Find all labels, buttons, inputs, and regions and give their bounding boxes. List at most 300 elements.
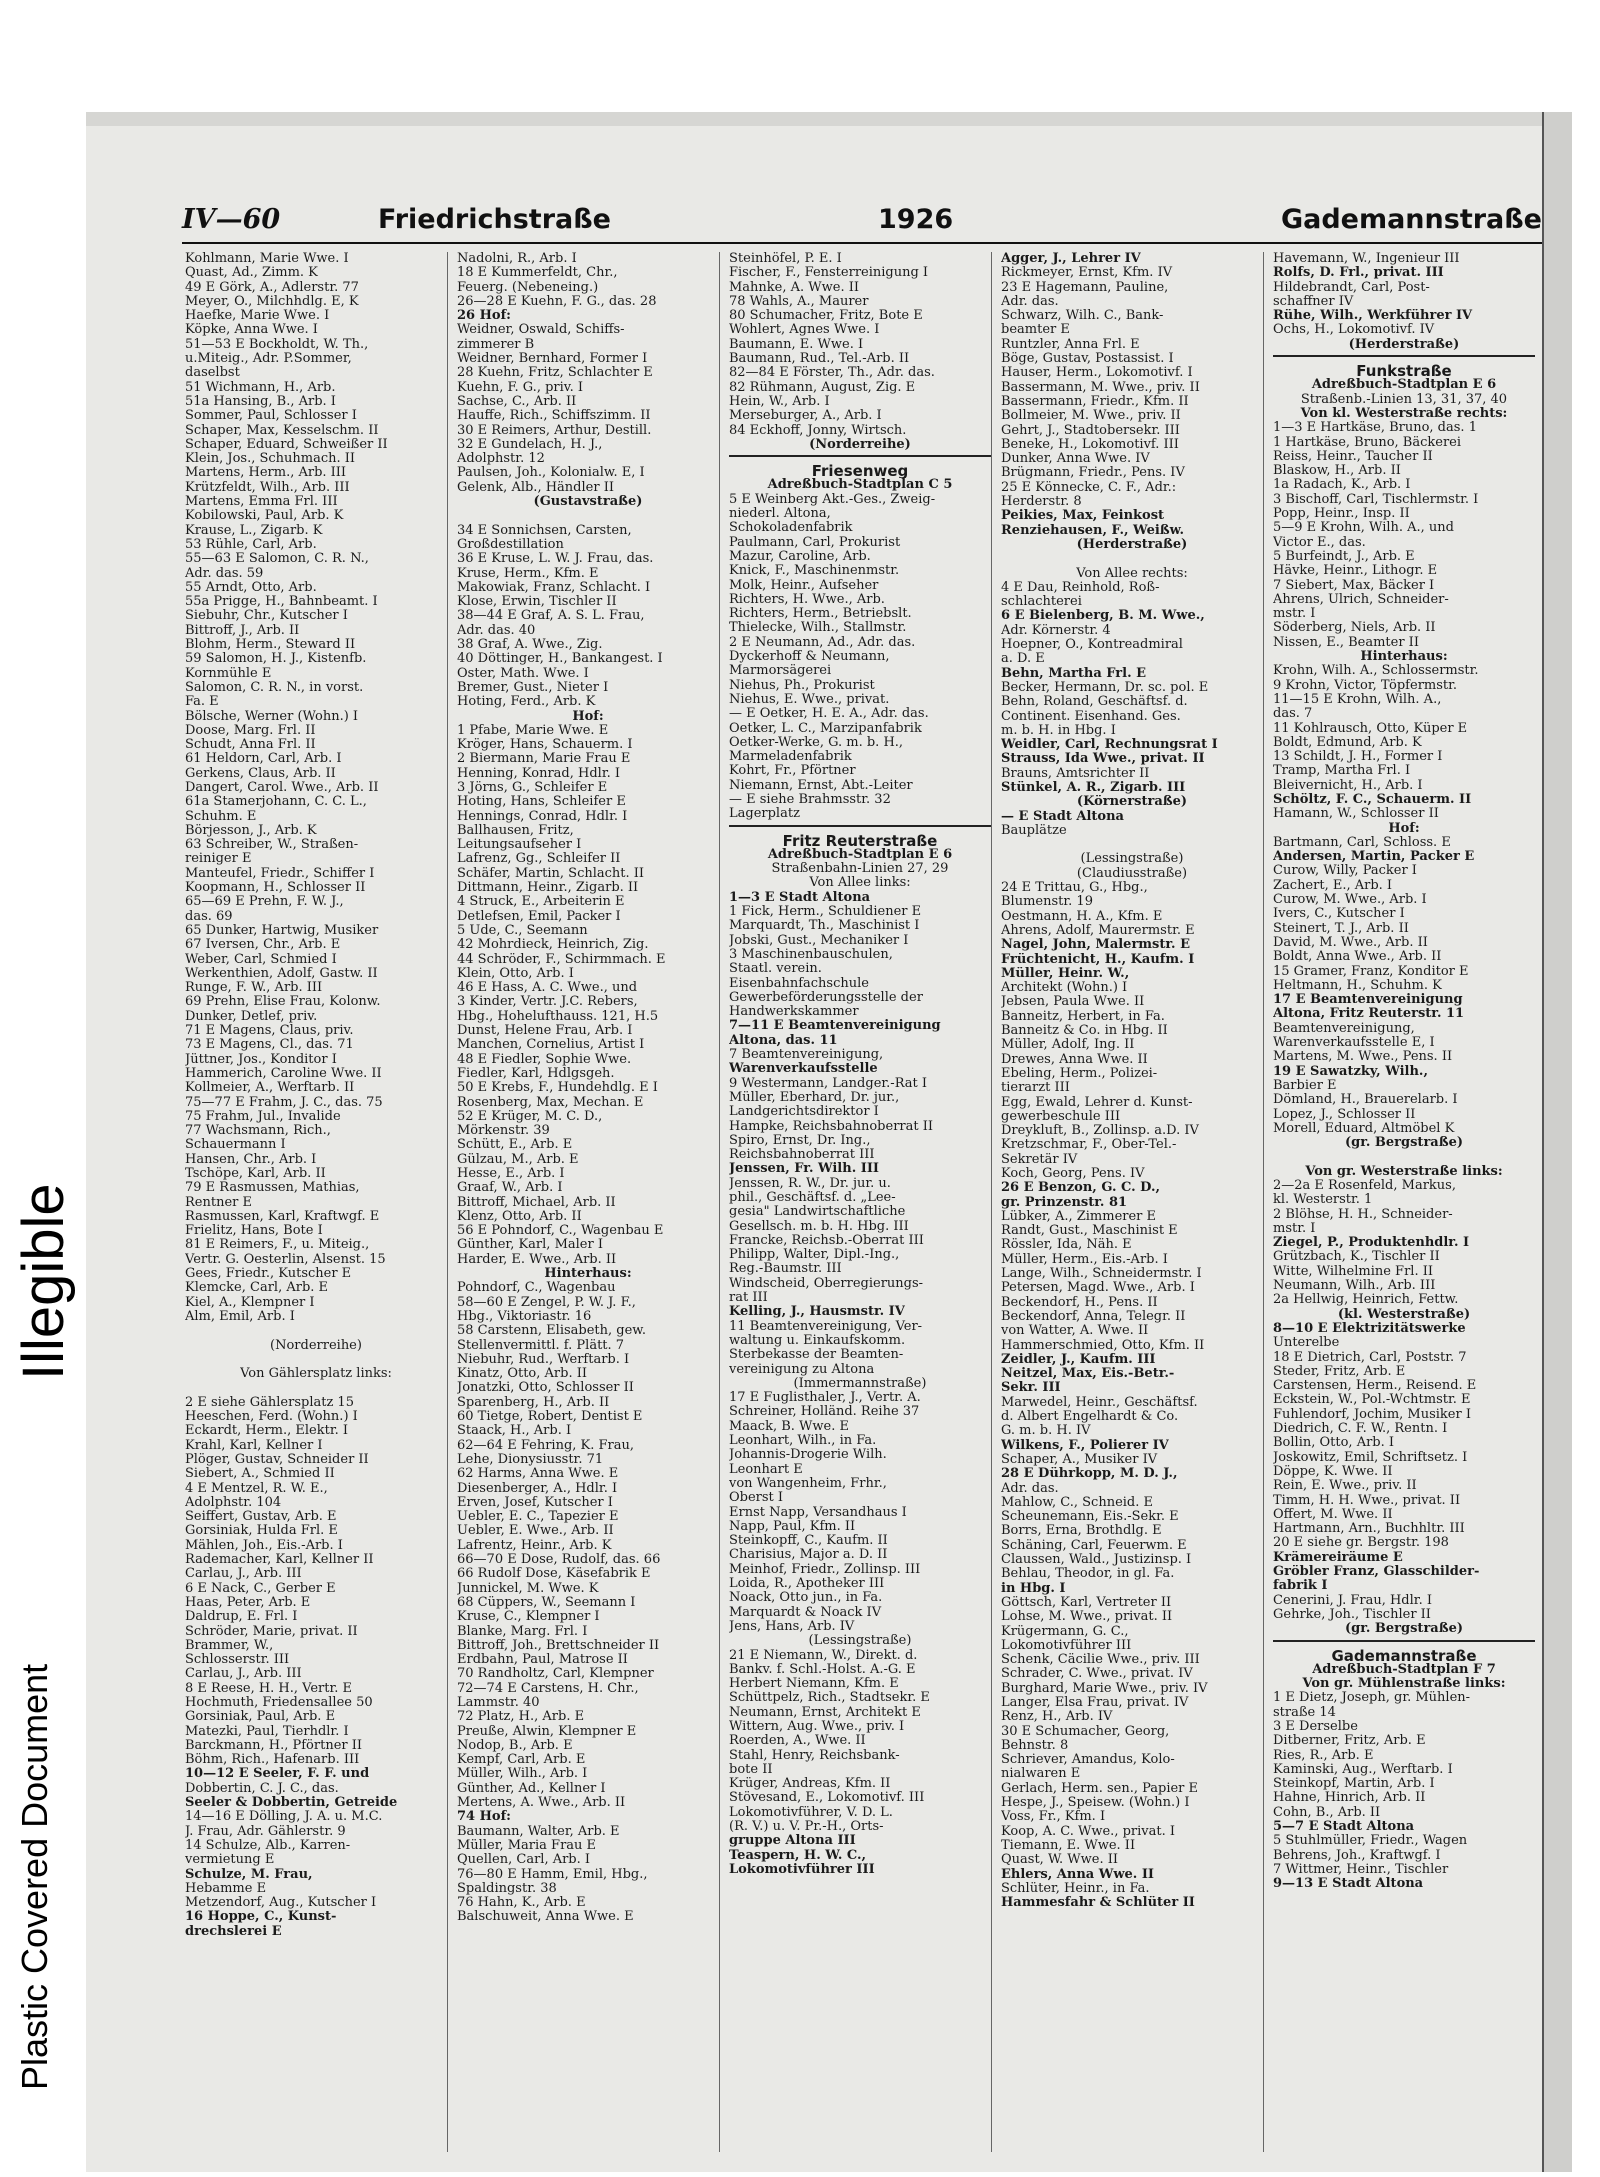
directory-line: Baumann, Rud., Tel.-Arb. II (729, 352, 910, 367)
directory-line (457, 509, 719, 523)
directory-line: Schriever, Amandus, Kolo- (1001, 1753, 1175, 1768)
directory-line: Ballhausen, Fritz, (457, 823, 574, 838)
directory-line: 84 Eckhoff, Jonny, Wirtsch. (729, 423, 907, 438)
directory-line: daselbst (185, 366, 240, 381)
directory-line: Herbert Niemann, Kfm. E (729, 1677, 899, 1692)
directory-line (185, 1324, 447, 1338)
directory-line: Heltmann, H., Schuhm. K (1273, 978, 1442, 993)
directory-line: Bartmann, Carl, Schloss. E (1273, 835, 1451, 850)
page-number: IV—60 (182, 204, 281, 235)
directory-line: 8 E Reese, H. H., Vertr. E (185, 1681, 353, 1696)
directory-line: Günther, Ad., Kellner I (457, 1781, 606, 1796)
directory-line: Zeidler, J., Kaufm. III (1001, 1352, 1156, 1367)
directory-line: das. 7 (1273, 707, 1313, 722)
directory-line: Gees, Friedr., Kutscher E (185, 1267, 352, 1282)
directory-line: Erven, Josef, Kutscher I (457, 1495, 613, 1510)
directory-line: Oster, Math. Wwe. I (457, 666, 589, 681)
directory-line: 70 Randholtz, Carl, Klempner (457, 1667, 654, 1682)
directory-line: Rademacher, Karl, Kellner II (185, 1553, 374, 1568)
directory-line: Hennings, Conrad, Hdlr. I (457, 809, 628, 824)
directory-line: Metzendorf, Aug., Kutscher I (185, 1896, 377, 1911)
directory-line: Haas, Peter, Arb. E (185, 1595, 311, 1610)
directory-line: Paulsen, Joh., Kolonialw. E, I (457, 466, 645, 481)
directory-line: 19 E Sawatzky, Wilh., (1273, 1064, 1428, 1079)
directory-line: Ziegel, P., Produktenhdlr. I (1273, 1236, 1470, 1251)
scan-top-edge (86, 112, 1572, 126)
directory-line: Martens, Herm., Arb. III (185, 466, 347, 481)
directory-line: schaffner IV (1273, 294, 1354, 309)
directory-line: (Herderstraße) (1348, 337, 1460, 352)
directory-line: Egg, Ewald, Lehrer d. Kunst- (1001, 1095, 1193, 1110)
directory-line: 15 Gramer, Franz, Konditor E (1273, 964, 1469, 979)
directory-line: Behrens, Joh., Kraftwgf. I (1273, 1848, 1441, 1863)
directory-line: 11 Beamtenvereinigung, Ver- (729, 1319, 923, 1334)
directory-line: m. b. H. in Hbg. I (1001, 723, 1116, 738)
directory-line: Diesenberger, A., Hdlr. I (457, 1481, 618, 1496)
directory-line: 75—77 E Frahm, J. C., das. 75 (185, 1095, 383, 1110)
directory-line: Beckendorf, H., Pens. II (1001, 1295, 1158, 1310)
directory-line: Spaldingstr. 38 (457, 1881, 557, 1896)
directory-line: Siebuhr, Chr., Kutscher I (185, 609, 348, 624)
directory-line: Rickmeyer, Ernst, Kfm. IV (1001, 266, 1173, 281)
directory-line: Krützfeldt, Wilh., Arb. III (185, 480, 350, 495)
directory-line: (Immermannstraße) (793, 1376, 927, 1391)
directory-line: Banneitz, Herbert, in Fa. (1001, 1009, 1165, 1024)
directory-line: 2 Blöhse, H. H., Schneider- (1273, 1207, 1453, 1222)
directory-line: Hoepner, O., Kontreadmiral (1001, 638, 1183, 653)
directory-line: 4 E Mentzel, R. W. E., (185, 1481, 328, 1496)
directory-line: 68 Cüppers, W., Seemann I (457, 1595, 636, 1610)
directory-line: Quast, W. Wwe. II (1001, 1853, 1119, 1868)
directory-line: Hinterhaus: (544, 1267, 632, 1282)
directory-line: Brauns, Amtsrichter II (1001, 766, 1150, 781)
directory-line: Hävke, Heinr., Lithogr. E (1273, 564, 1438, 579)
directory-line: Brügmann, Friedr., Pens. IV (1001, 466, 1185, 481)
directory-line: David, M. Wwe., Arb. II (1273, 935, 1428, 950)
directory-line: Hauser, Herm., Lokomotivf. I (1001, 366, 1193, 381)
page-header (182, 198, 1542, 244)
directory-line: 34 E Sonnichsen, Carsten, (457, 523, 632, 538)
directory-line: Bleivernicht, H., Arb. I (1273, 778, 1423, 793)
directory-line: Ahrens, Adolf, Maurermstr. E (1001, 923, 1195, 938)
directory-line: Von Gählersplatz links: (240, 1367, 392, 1382)
directory-line: Tiemann, E. Wwe. II (1001, 1838, 1136, 1853)
directory-line: Renz, H., Arb. IV (1001, 1710, 1113, 1725)
directory-line: 6 E Bielenberg, B. M. Wwe., (1001, 609, 1205, 624)
directory-line: 3 Jörns, G., Schleifer E (457, 780, 608, 795)
directory-line: 53 Rühle, Carl, Arb. (185, 537, 317, 552)
directory-line: Carlau, J., Arb. III (185, 1567, 302, 1582)
directory-line: 3 Kinder, Vertr. J.C. Rebers, (457, 995, 638, 1010)
directory-line: Jüttner, Jos., Konditor I (185, 1052, 337, 1067)
directory-line: Mörkenstr. 39 (457, 1124, 550, 1139)
directory-line: Steder, Fritz, Arb. E (1273, 1364, 1406, 1379)
directory-line: Ivers, C., Kutscher I (1273, 907, 1405, 922)
directory-line: 73 E Magens, Cl., das. 71 (185, 1038, 354, 1053)
directory-line: 26 Hof: (457, 309, 511, 324)
directory-line: Rolfs, D. Frl., privat. III (1273, 266, 1444, 281)
directory-line: Lafrenz, Gg., Schleifer II (457, 852, 621, 867)
directory-line: Gülzau, M., Arb. E (457, 1152, 579, 1167)
directory-line: gesia" Landwirtschaftliche (729, 1205, 906, 1220)
directory-line: phil., Geschäftsf. d. „Lee- (729, 1191, 896, 1205)
directory-line: Plöger, Gustav, Schneider II (185, 1452, 369, 1467)
directory-line: Niebuhr, Rud., Werftarb. I (457, 1352, 630, 1367)
section-divider (729, 825, 991, 831)
section-divider (729, 455, 991, 461)
directory-line: Müller, Adolf, Ing. II (1001, 1038, 1135, 1053)
directory-line: Behn, Martha Frl. E (1001, 666, 1147, 681)
directory-line: Ebeling, Herm., Polizei- (1001, 1066, 1158, 1081)
directory-line: Francke, Reichsb.-Oberrat III (729, 1233, 924, 1248)
directory-line: Claussen, Wald., Justizinsp. I (1001, 1553, 1192, 1568)
directory-line: 76 Hahn, K., Arb. E (457, 1896, 586, 1911)
directory-line: Carstensen, Herm., Reisend. E (1273, 1379, 1477, 1394)
directory-line: 26 E Benzon, G. C. D., (1001, 1181, 1161, 1196)
directory-line: 40 Döttinger, H., Bankangest. I (457, 652, 663, 667)
directory-line: Dittmann, Heinr., Zigarb. II (457, 881, 639, 896)
directory-line: Ehlers, Anna Wwe. II (1001, 1867, 1155, 1882)
directory-line: Continent. Eisenhand. Ges. (1001, 709, 1181, 724)
directory-line: Von gr. Westerstraße links: (1305, 1164, 1503, 1179)
directory-line: Hein, W., Arb. I (729, 394, 830, 409)
directory-line: Scheunemann, Eis.-Sekr. E (1001, 1510, 1179, 1525)
directory-line (185, 1381, 447, 1395)
directory-line: Döppe, K. Wwe. II (1273, 1464, 1393, 1479)
directory-line: 2—2a E Rosenfeld, Markus, (1273, 1179, 1456, 1193)
directory-line: Frielitz, Hans, Bote I (185, 1224, 323, 1239)
directory-line: Richters, H. Wwe., Arb. (729, 592, 885, 607)
directory-line: Curow, M. Wwe., Arb. I (1273, 893, 1427, 908)
directory-line: 72 Platz, H., Arb. E (457, 1710, 585, 1725)
directory-line: Niehus, E. Wwe., privat. (729, 692, 890, 707)
directory-line: Bittroff, Michael, Arb. II (457, 1195, 616, 1210)
directory-line: 11—15 E Krohn, Wilh. A., (1273, 692, 1442, 707)
directory-line: 55a Prigge, H., Bahnbeamt. I (185, 595, 378, 610)
directory-column-4 (998, 252, 1264, 2152)
directory-line: 82—84 E Förster, Th., Adr. das. (729, 366, 935, 381)
directory-line: (Körnerstraße) (1076, 795, 1188, 810)
directory-line: Merseburger, A., Arb. I (729, 409, 882, 424)
section-divider (1273, 355, 1535, 361)
directory-line: Mählen, Joh., Eis.-Arb. I (185, 1538, 343, 1553)
directory-line: Witte, Wilhelmine Frl. II (1273, 1264, 1433, 1279)
directory-line: Ochs, H., Lokomotivf. IV (1273, 323, 1435, 338)
directory-line: 14 Schulze, Alb., Karren- (185, 1838, 351, 1853)
directory-line: Klose, Erwin, Tischler II (457, 595, 617, 610)
directory-line: Adreßbuch-Stadtplan C 5 (767, 478, 953, 493)
directory-line: Von gr. Mühlenstraße links: (1302, 1677, 1506, 1692)
directory-line: Gelenk, Alb., Händler II (457, 480, 614, 495)
directory-line: Koop, A. C. Wwe., privat. I (1001, 1824, 1175, 1839)
directory-line: Martens, M. Wwe., Pens. II (1273, 1050, 1453, 1065)
directory-line: Krause, L., Zigarb. K (185, 523, 323, 538)
directory-line: 5 Stuhlmüller, Friedr., Wagen (1273, 1834, 1468, 1849)
directory-line: Lopez, J., Schlosser II (1273, 1107, 1416, 1122)
directory-line: Schudt, Anna Frl. II (185, 738, 316, 753)
directory-line: Erdbahn, Paul, Matrose II (457, 1653, 628, 1668)
directory-line: Bollin, Otto, Arb. I (1273, 1436, 1395, 1451)
directory-line: 42 Mohrdieck, Heinrich, Zig. (457, 938, 649, 953)
directory-line: Jenssen, R. W., Dr. jur. u. (729, 1176, 891, 1191)
directory-line: (Lessingstraße) (808, 1634, 912, 1649)
directory-line: Schokoladenfabrik (729, 521, 853, 536)
directory-line: Hbg., Viktoriastr. 16 (457, 1309, 592, 1324)
directory-line: Bankv. f. Schl.-Holst. A.-G. E (729, 1662, 916, 1677)
directory-line: Klemcke, Carl, Arb. E (185, 1281, 329, 1296)
directory-line: — E Stadt Altona (1001, 809, 1124, 824)
directory-line: Ahrens, Ulrich, Schneider- (1273, 592, 1449, 607)
directory-line: Böhm, Rich., Hafenarb. III (185, 1753, 360, 1768)
directory-line: — E Oetker, H. E. A., Adr. das. (729, 707, 929, 722)
directory-line: 2 Biermann, Marie Frau E (457, 752, 631, 767)
directory-line: Balschuweit, Anna Wwe. E (457, 1910, 634, 1925)
directory-line: Lagerplatz (729, 807, 800, 822)
directory-line: Krügermann, G. C., (1001, 1624, 1129, 1639)
directory-line: mstr. I (1273, 1221, 1316, 1236)
directory-line: 65—69 E Prehn, F. W. J., (185, 895, 344, 910)
directory-line: Reg.-Baumstr. III (729, 1262, 842, 1277)
directory-line: Blaskow, H., Arb. II (1273, 464, 1401, 479)
directory-line: Hartmann, Arn., Buchhltr. III (1273, 1522, 1465, 1537)
directory-line: Schwarz, Wilh. C., Bank- (1001, 309, 1164, 324)
directory-line: Architekt (Wohn.) I (1001, 981, 1128, 996)
directory-line: Von Allee links: (809, 876, 911, 891)
directory-line: Neumann, Wilh., Arb. III (1273, 1279, 1436, 1294)
directory-line: Göttsch, Karl, Vertreter II (1001, 1595, 1172, 1610)
directory-line: von Wangenheim, Frhr., (729, 1476, 887, 1491)
directory-line: gruppe Altona III (729, 1834, 856, 1849)
directory-line: 30 E Reimers, Arthur, Destill. (457, 423, 652, 438)
directory-line: Altona, das. 11 (729, 1033, 838, 1048)
directory-line: Hauffe, Rich., Schiffszimm. II (457, 409, 651, 424)
directory-line: 58—60 E Zengel, P. W. J. F., (457, 1295, 636, 1310)
directory-line: 59 Salomon, H. J., Kistenfb. (185, 652, 367, 667)
directory-line: 56 E Pohndorf, C., Wagenbau E (457, 1224, 664, 1239)
directory-line: Joskowitz, Emil, Schriftsetz. I (1273, 1450, 1468, 1465)
directory-line: Hof: (572, 709, 604, 724)
directory-line: Boldt, Edmund, Arb. K (1273, 735, 1422, 750)
directory-line: Doose, Marg. Frl. II (185, 723, 316, 738)
directory-line: Eckardt, Herm., Elektr. I (185, 1424, 349, 1439)
directory-line: Adolphstr. 104 (185, 1495, 282, 1510)
directory-line: Oestmann, H. A., Kfm. E (1001, 909, 1163, 924)
directory-line: Bassermann, M. Wwe., priv. II (1001, 380, 1200, 395)
directory-line: Blumenstr. 19 (1001, 895, 1093, 910)
directory-line: Cenerini, J. Frau, Hdlr. I (1273, 1593, 1432, 1608)
directory-line: Müller, Heinr. W., (1001, 966, 1130, 981)
directory-line: 21 E Niemann, W., Direkt. d. (729, 1648, 918, 1663)
directory-line: Nodop, B., Arb. E (457, 1738, 573, 1753)
directory-line: — E siehe Brahmsstr. 32 (729, 792, 891, 807)
directory-line: Sachse, C., Arb. II (457, 394, 577, 409)
directory-line: Straßenb.-Linien 13, 31, 37, 40 (1300, 392, 1508, 407)
directory-line: 3 E Derselbe (1273, 1719, 1358, 1734)
directory-line: Gerlach, Herm. sen., Papier E (1001, 1781, 1199, 1796)
directory-line: 5—9 E Krohn, Wilh. A., und (1273, 521, 1454, 536)
directory-line: Niemann, Ernst, Abt.-Leiter (729, 778, 913, 793)
directory-line: Günther, Karl, Maler I (457, 1238, 603, 1253)
directory-line: Randt, Gust., Maschinist E (1001, 1224, 1178, 1239)
directory-line: Herderstr. 8 (1001, 495, 1082, 510)
directory-line: Dunst, Helene Frau, Arb. I (457, 1024, 633, 1039)
directory-line: Sommer, Paul, Schlosser I (185, 409, 357, 424)
directory-line: Kretzschmar, F., Ober-Tel.- (1001, 1138, 1177, 1153)
directory-line: 8—10 E Elektrizitätswerke (1273, 1321, 1466, 1336)
directory-line: Mahlow, C., Schneid. E (1001, 1495, 1154, 1510)
directory-line: Weidner, Bernhard, Former I (457, 352, 648, 367)
directory-line: Eisenbahnfachschule (729, 976, 869, 991)
directory-line: Ernst Napp, Versandhaus I (729, 1505, 907, 1520)
directory-line: Jenssen, Fr. Wilh. III (729, 1162, 879, 1177)
directory-line: Kiel, A., Klempner I (185, 1295, 315, 1310)
directory-line: Dobbertin, C. J. C., das. (185, 1781, 339, 1796)
directory-line: 66—70 E Dose, Rudolf, das. 66 (457, 1553, 661, 1568)
directory-line: Manteufel, Friedr., Schiffer I (185, 866, 375, 881)
directory-line: 52 E Krüger, M. C. D., (457, 1109, 603, 1124)
directory-column-3 (726, 252, 992, 2152)
directory-line: 5—7 E Stadt Altona (1273, 1820, 1415, 1835)
directory-line: Schüttpelz, Rich., Stadtsekr. E (729, 1691, 930, 1706)
directory-line: 11 Kohlrausch, Otto, Küper E (1273, 721, 1468, 736)
directory-line: Hammesfahr & Schlüter II (1001, 1896, 1195, 1911)
directory-line: Straßenbahn-Linien 27, 29 (771, 862, 949, 877)
directory-line: Napp, Paul, Kfm. II (729, 1519, 856, 1534)
directory-line: 4 E Dau, Reinhold, Roß- (1001, 580, 1160, 595)
directory-line: 67 Iversen, Chr., Arb. E (185, 938, 341, 953)
directory-column-2 (454, 252, 720, 2152)
directory-line: Nadolni, R., Arb. I (457, 252, 577, 266)
directory-line: 23 E Hagemann, Pauline, (1001, 280, 1169, 295)
directory-line: Wilkens, F., Polierer IV (1001, 1438, 1169, 1453)
directory-line: Meyer, O., Milchhdlg. E, K (185, 294, 359, 309)
directory-line: Offert, M. Wwe. II (1273, 1507, 1393, 1522)
directory-line: fabrik I (1273, 1579, 1328, 1594)
directory-line: Krüger, Andreas, Kfm. II (729, 1777, 891, 1792)
directory-line: Kohlmann, Marie Wwe. I (185, 252, 349, 266)
directory-line: Wohlert, Agnes Wwe. I (729, 323, 880, 338)
directory-line: Baumann, E. Wwe. I (729, 337, 864, 352)
directory-line: Fa. E (185, 695, 219, 710)
directory-line: Kollmeier, A., Werftarb. II (185, 1081, 355, 1096)
directory-line: Dreykluft, B., Zollinsp. a.D. IV (1001, 1124, 1199, 1139)
directory-line: Niehus, Ph., Prokurist (729, 678, 875, 693)
directory-line: 1 Hartkäse, Bruno, Bäckerei (1273, 435, 1462, 450)
directory-line: Windscheid, Oberregierungs- (729, 1276, 924, 1291)
directory-line: 50 E Krebs, F., Hundehdlg. E I (457, 1081, 658, 1096)
directory-line: gewerbeschule III (1001, 1109, 1121, 1124)
directory-line: rat III (729, 1291, 768, 1306)
directory-line: 51a Hansing, B., Arb. I (185, 394, 336, 409)
directory-line: 69 Prehn, Elise Frau, Kolonw. (185, 995, 381, 1010)
directory-line: 79 E Rasmussen, Mathias, (185, 1181, 360, 1196)
street-heading: Fritz Reuterstraße (782, 833, 938, 848)
directory-line: (Norderreihe) (270, 1338, 362, 1353)
directory-line: Mahnke, A. Wwe. II (729, 280, 860, 295)
directory-line: Dyckerhoff & Neumann, (729, 650, 890, 665)
directory-line: Kruse, Herm., Kfm. E (457, 566, 599, 581)
directory-line: Schaper, A., Musiker IV (1001, 1452, 1158, 1467)
directory-line: Strauss, Ida Wwe., privat. II (1001, 752, 1205, 767)
directory-line: Lehe, Dionysiusstr. 71 (457, 1452, 604, 1467)
directory-line: Manchen, Cornelius, Artist I (457, 1038, 645, 1053)
directory-line: Großdestillation (457, 537, 564, 552)
directory-line: Adr. das. (1001, 294, 1059, 309)
directory-line: Petersen, Magd. Wwe., Arb. I (1001, 1281, 1195, 1296)
directory-line: Krahl, Karl, Kellner I (185, 1438, 323, 1453)
directory-line: Bremer, Gust., Nieter I (457, 680, 609, 695)
directory-line: Stahl, Henry, Reichsbank- (729, 1748, 900, 1763)
directory-line: Lübker, A., Zimmerer E (1001, 1209, 1157, 1224)
directory-line: kl. Westerstr. 1 (1273, 1193, 1373, 1208)
directory-line: bote II (729, 1762, 773, 1777)
directory-line: Schaper, Max, Kesselschm. II (185, 423, 379, 438)
directory-line: 71 E Magens, Claus, priv. (185, 1024, 354, 1039)
directory-line: Dömland, H., Brauerelarb. I (1273, 1093, 1458, 1108)
directory-line: Gröbler Franz, Glasschilder- (1273, 1565, 1480, 1580)
directory-line: Sekr. III (1001, 1381, 1061, 1396)
directory-line: (Claudiusstraße) (1076, 866, 1188, 881)
directory-line: straße 14 (1273, 1705, 1336, 1720)
directory-line: Weidner, Oswald, Schiffs- (457, 323, 625, 338)
directory-line: Staatl. verein. (729, 962, 822, 977)
directory-line: Grützbach, K., Tischler II (1273, 1250, 1440, 1265)
directory-line: Steinkopff, C., Kaufm. II (729, 1534, 888, 1549)
directory-line: 5 Burfeindt, J., Arb. E (1273, 549, 1415, 564)
directory-line: Graaf, W., Arb. I (457, 1181, 563, 1196)
directory-line: Weber, Carl, Schmied I (185, 952, 337, 967)
directory-line: Vertr. G. Oesterlin, Alsenst. 15 (185, 1252, 386, 1267)
street-heading: Friesenweg (811, 464, 909, 479)
directory-line: Kohrt, Fr., Pförtner (729, 764, 856, 779)
directory-line: Mazur, Caroline, Arb. (729, 549, 871, 564)
directory-line: a. D. E (1001, 652, 1045, 667)
directory-line: Klenz, Otto, Arb. II (457, 1209, 582, 1224)
directory-line: (Herderstraße) (1076, 537, 1188, 552)
directory-line: Schlosserstr. III (185, 1653, 290, 1668)
directory-line: Von kl. Westerstraße rechts: (1300, 406, 1508, 421)
directory-line: Staack, H., Arb. I (457, 1424, 572, 1439)
directory-line: nialwaren E (1001, 1767, 1081, 1782)
directory-line: 65 Dunker, Hartwig, Musiker (185, 923, 379, 938)
directory-line: 61 Heldorn, Carl, Arb. I (185, 752, 342, 767)
directory-line: Drewes, Anna Wwe. II (1001, 1052, 1148, 1067)
directory-line: Gewerbeförderungsstelle der (729, 990, 923, 1005)
directory-line: Reichsbahnoberrat III (729, 1148, 875, 1163)
directory-line: Söderberg, Niels, Arb. II (1273, 621, 1436, 636)
directory-line: vereinigung zu Altona (729, 1362, 875, 1377)
directory-line: Brammer, W., (185, 1638, 274, 1653)
directory-line: Ries, R., Arb. E (1273, 1748, 1374, 1763)
directory-line: 51 Wichmann, H., Arb. (185, 380, 336, 395)
directory-line: Stünkel, A. R., Zigarb. III (1001, 780, 1186, 795)
directory-column-5 (1270, 252, 1535, 2152)
directory-line: Oberst I (729, 1491, 784, 1506)
directory-line: 2 E Neumann, Ad., Adr. das. (729, 635, 916, 650)
directory-line: Junnickel, M. Wwe. K (457, 1581, 599, 1596)
directory-line: Maack, B. Wwe. E (729, 1419, 849, 1434)
directory-line: Richters, Herm., Betriebslt. (729, 607, 912, 622)
directory-line: 28 Kuehn, Fritz, Schlachter E (457, 366, 653, 381)
directory-line: Kornmühle E (185, 666, 272, 681)
directory-line: Jobski, Gust., Mechaniker I (729, 933, 909, 948)
directory-line: Schäning, Carl, Feuerwm. E (1001, 1538, 1187, 1553)
directory-line: waltung u. Einkaufskomm. (729, 1333, 906, 1348)
directory-line: 32 E Gundelach, H. J., (457, 437, 603, 452)
directory-line: Jonatzki, Otto, Schlosser II (457, 1381, 634, 1396)
directory-line: Voss, Fr., Kfm. I (1001, 1810, 1106, 1825)
directory-line: 13 Schildt, J. H., Former I (1273, 750, 1443, 765)
